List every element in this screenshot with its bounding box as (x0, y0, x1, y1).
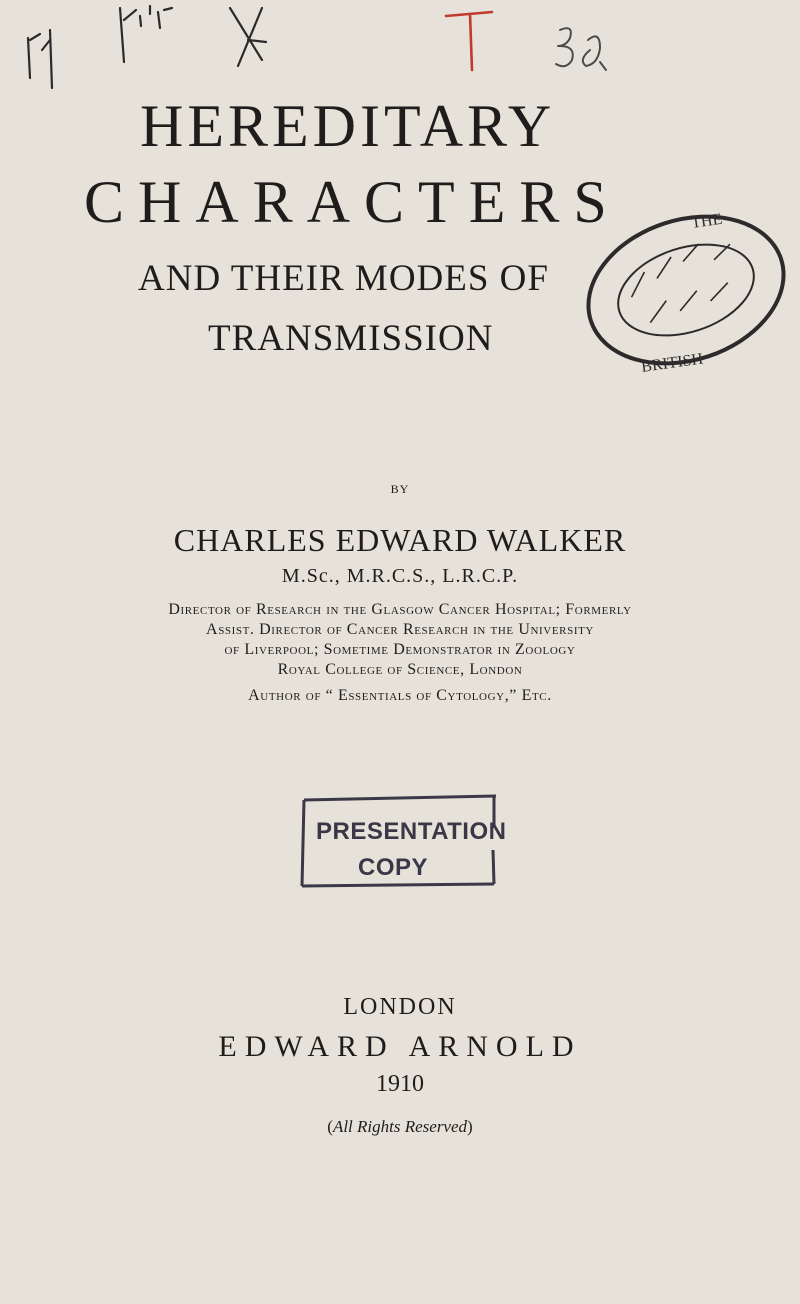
author-description (0, 600, 800, 706)
by-label: BY (390, 482, 410, 496)
subtitle-line-1: AND THEIR MODES OF (138, 258, 549, 299)
presentation-label: PRESENTATION (316, 818, 507, 845)
title-line-1: HEREDITARY (140, 93, 556, 159)
rights-notice (0, 1118, 800, 1135)
copy-label: COPY (358, 854, 429, 881)
imprint-year: 1910 (376, 1071, 424, 1097)
author-degrees: M.Sc., M.R.C.S., L.R.C.P. (281, 565, 519, 587)
rights-paren-open: ( (327, 1117, 333, 1136)
imprint-publisher: EDWARD ARNOLD (218, 1030, 582, 1063)
author-name: CHARLES EDWARD WALKER (173, 522, 627, 558)
rights-text: All Rights Reserved (332, 1117, 468, 1136)
description-line: Royal College of Science, London (277, 661, 523, 678)
author-of-line: Author of “ Essentials of Cytology,” Etc. (248, 687, 552, 704)
description-line: of Liverpool; Sometime Demonstrator in Zoology (224, 641, 576, 658)
presentation-copy-stamp (296, 788, 507, 890)
description-line: Director of Research in the Glasgow Cancer Hospital; Formerly (168, 601, 632, 618)
library-stamp-bottom: BRITISH (640, 350, 705, 376)
rights-paren-close: ) (467, 1117, 473, 1136)
description-line: Assist. Director of Cancer Research in the University (206, 621, 594, 638)
subtitle-line-2: TRANSMISSION (208, 318, 494, 359)
library-stamp (572, 190, 800, 390)
imprint-city: LONDON (343, 994, 457, 1020)
library-stamp-top: THE (690, 210, 724, 232)
title-line-2: CHARACTERS (84, 169, 621, 235)
